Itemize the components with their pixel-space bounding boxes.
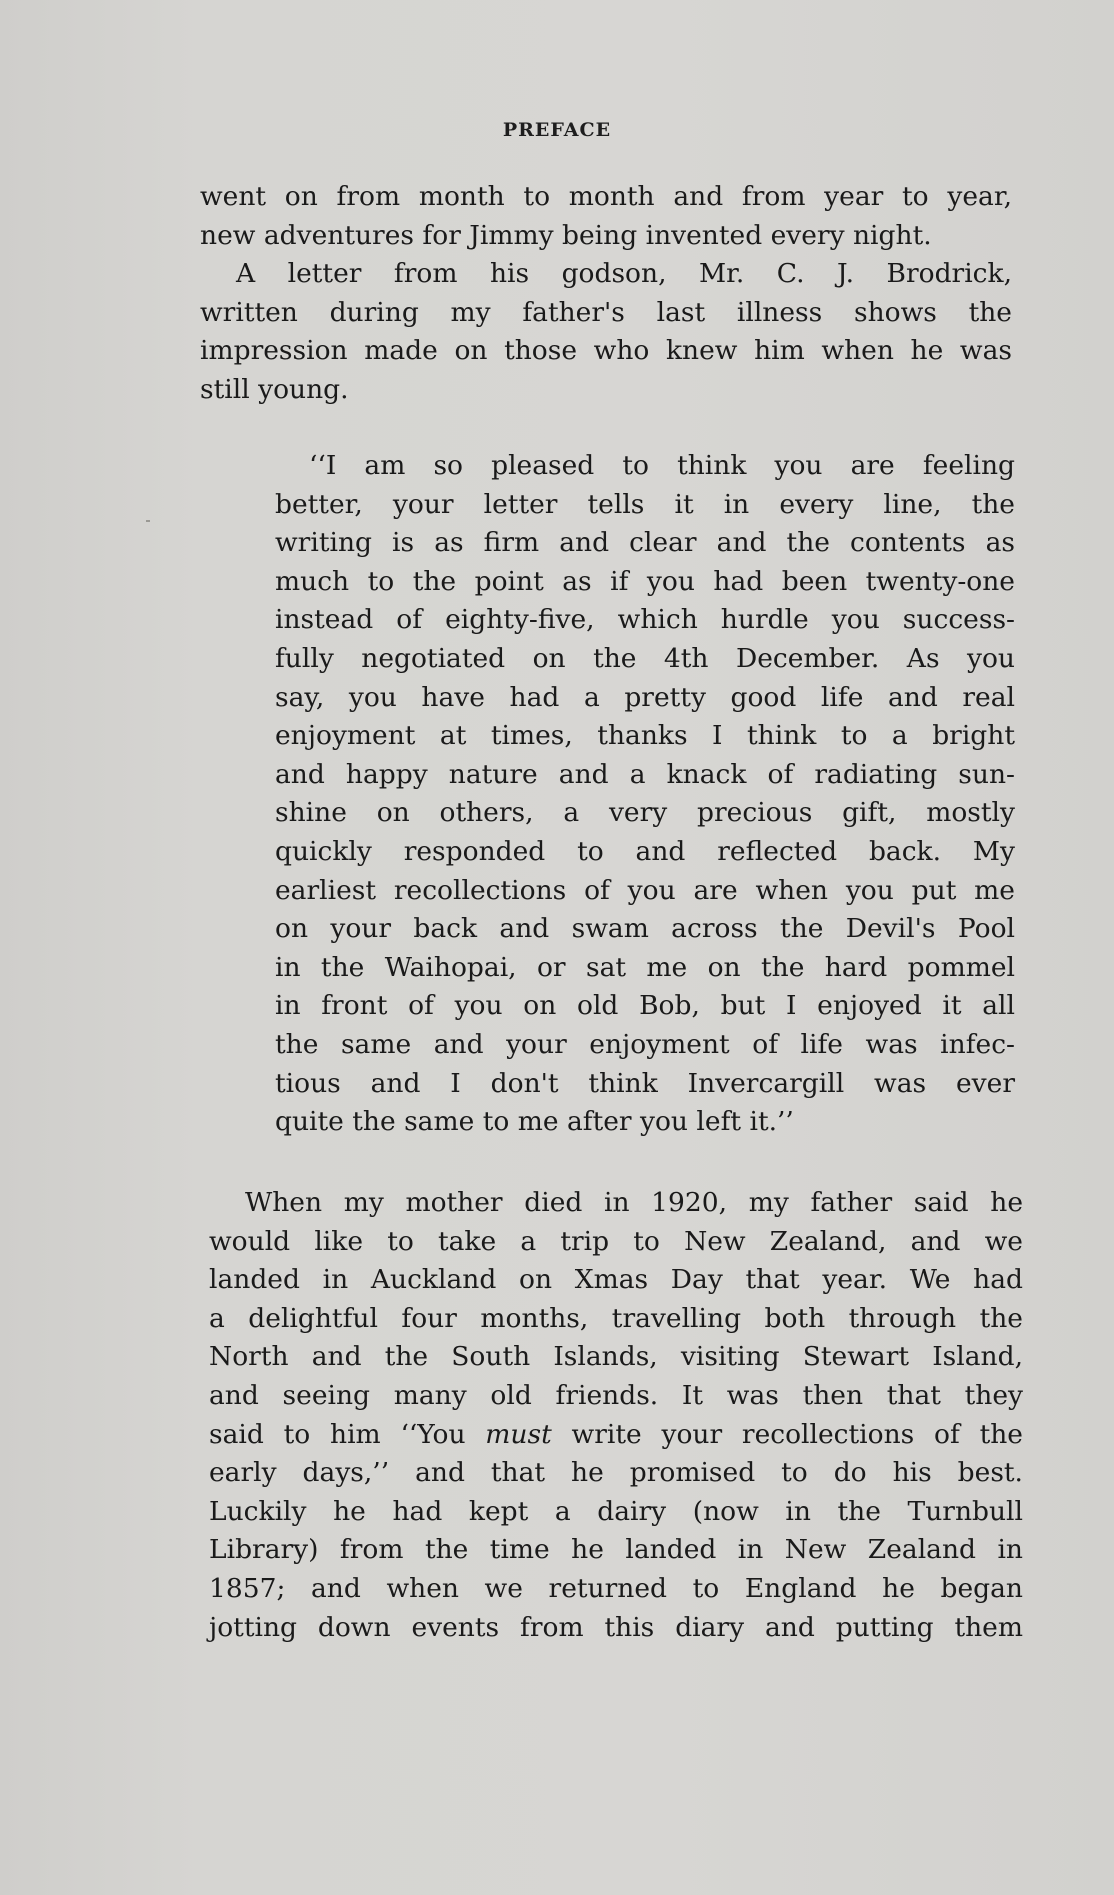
text-line: landed in Auckland on Xmas Day that year. We had — [209, 1264, 1023, 1296]
text-line: 1857; and when we returned to England he began — [209, 1572, 1023, 1604]
text-line: Luckily he had kept a dairy (now in the Turnbull — [209, 1495, 1023, 1527]
quote-line: tious and I don't think Invercargill was ever — [275, 1067, 1015, 1099]
text-line-with-emphasis — [209, 1416, 1023, 1455]
quote-line: ‘‘I am so pleased to think you are feeling — [309, 450, 1015, 481]
quote-line: better, your letter tells it in every line, the — [275, 488, 1015, 520]
quote-line: quickly responded to and reflected back. My — [275, 835, 1015, 867]
text-line: jotting down events from this diary and putting them — [209, 1611, 1023, 1643]
text-line: impression made on those who knew him when he was — [200, 335, 1012, 367]
quote-line: on your back and swam across the Devil's Pool — [275, 913, 1015, 945]
page-speck — [146, 520, 150, 522]
text-fragment: write your recollections of the — [551, 1418, 1023, 1450]
quote-line: in front of you on old Bob, but I enjoyed it all — [275, 990, 1015, 1022]
quote-line: shine on others, a very precious gift, mostly — [275, 797, 1015, 829]
text-line: and seeing many old friends. It was then that they — [209, 1379, 1023, 1411]
quote-line: much to the point as if you had been twenty-one — [275, 565, 1015, 597]
quote-line: quite the same to me after you left it.’’ — [275, 1106, 794, 1138]
text-line: North and the South Islands, visiting Stewart Island, — [209, 1341, 1023, 1373]
letter-quotation — [275, 447, 1015, 1142]
text-line: would like to take a trip to New Zealand, and we — [209, 1225, 1023, 1257]
quote-line: and happy nature and a knack of radiating sun- — [275, 758, 1015, 790]
closing-paragraph — [209, 1184, 1023, 1647]
text-line: a delightful four months, travelling both through the — [209, 1302, 1023, 1334]
quote-line: enjoyment at times, thanks I think to a bright — [275, 720, 1015, 752]
text-line: early days,’’ and that he promised to do his best. — [209, 1457, 1023, 1489]
quote-line: the same and your enjoyment of life was infec- — [275, 1028, 1015, 1060]
text-fragment: said to him ‘‘You — [209, 1418, 486, 1450]
quote-line: instead of eighty-five, which hurdle you success- — [275, 604, 1015, 636]
quote-line: earliest recollections of you are when you put me — [275, 874, 1015, 906]
opening-paragraphs — [200, 178, 1012, 410]
emphasis-word: must — [485, 1418, 552, 1450]
text-line: still young. — [200, 373, 349, 405]
text-line: went on from month to month and from year to year, — [200, 181, 1012, 212]
quote-line: say, you have had a pretty good life and real — [275, 681, 1015, 713]
text-line: new adventures for Jimmy being invented every night. — [200, 219, 932, 251]
text-line: written during my father's last illness shows the — [200, 296, 1012, 328]
quote-line: writing is as firm and clear and the contents as — [275, 527, 1015, 559]
text-line: Library) from the time he landed in New Zealand in — [209, 1534, 1023, 1566]
quote-line: in the Waihopai, or sat me on the hard pommel — [275, 951, 1015, 983]
running-header: PREFACE — [502, 119, 612, 141]
text-line: When my mother died in 1920, my father said he — [245, 1187, 1023, 1218]
text-line: A letter from his godson, Mr. C. J. Brodrick, — [236, 258, 1012, 290]
quote-line: fully negotiated on the 4th December. As you — [275, 642, 1015, 674]
